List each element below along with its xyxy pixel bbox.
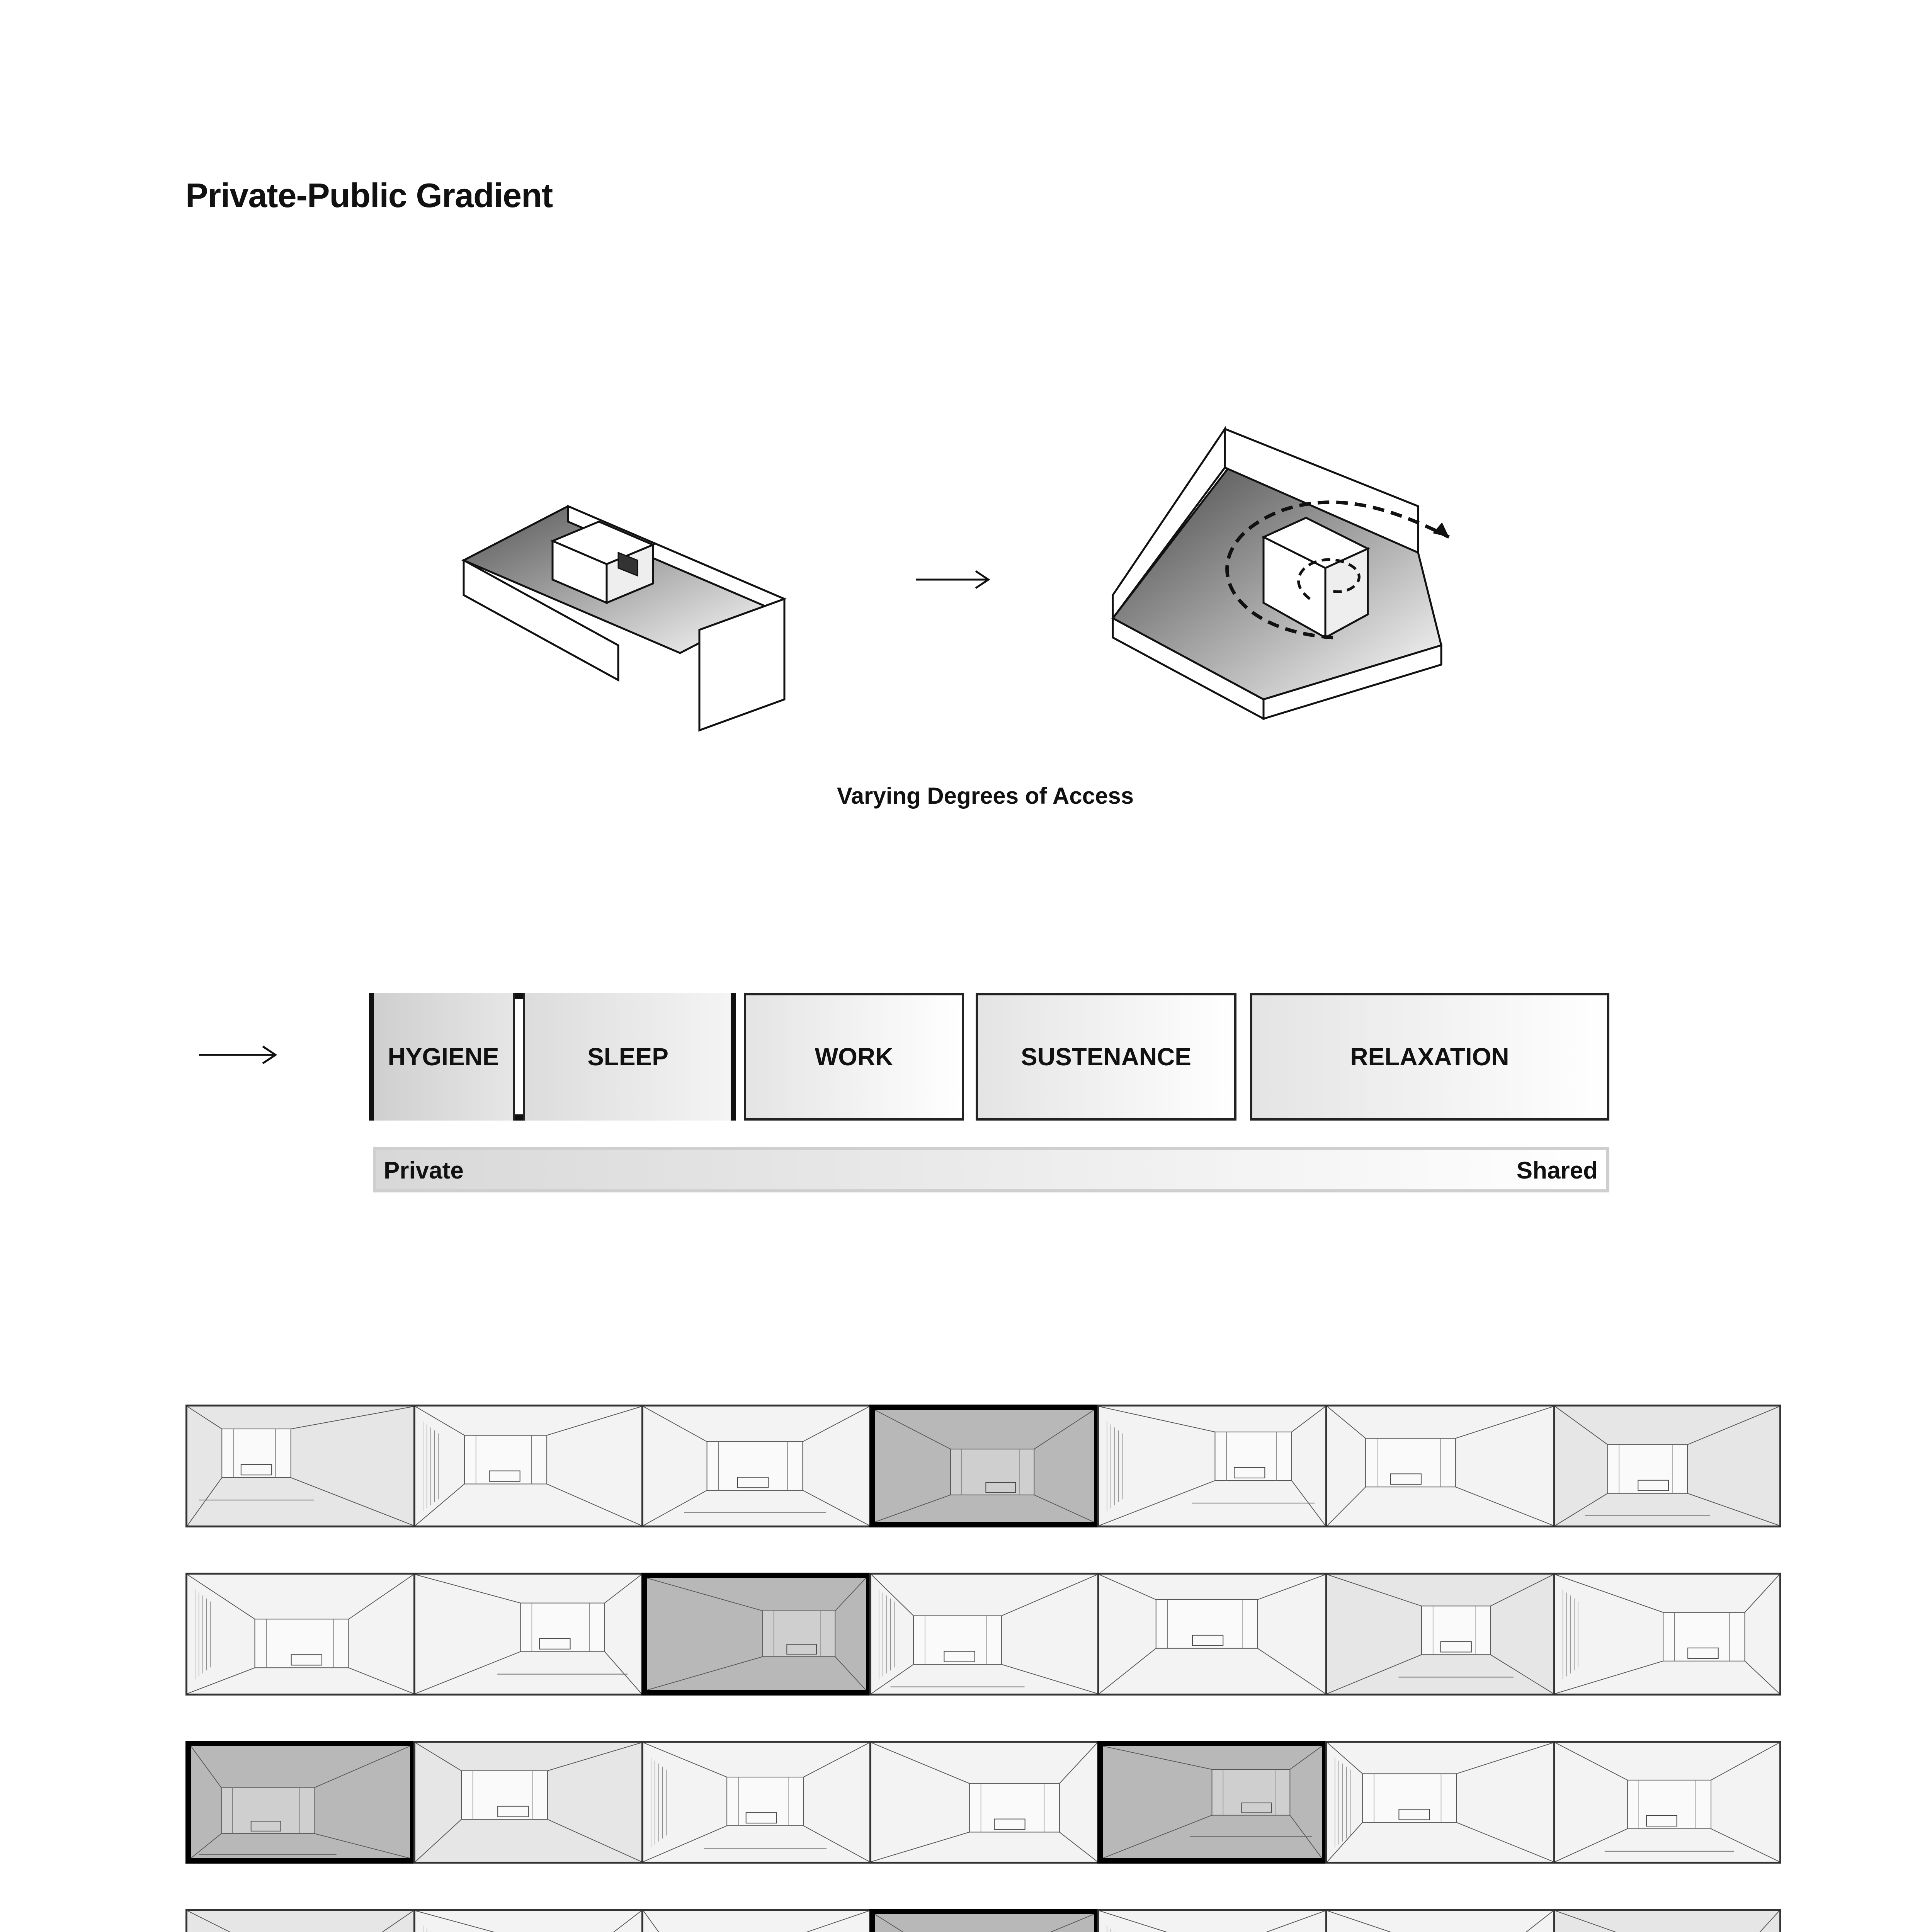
- right-arrow-icon: [916, 568, 993, 591]
- zone-hygiene-label: HYGIENE: [388, 1043, 499, 1071]
- perspective-view-frame: [869, 1741, 1099, 1864]
- zone-sustenance-label: SUSTENANCE: [1021, 1043, 1191, 1071]
- perspective-view-frame: [185, 1405, 415, 1527]
- sequence-row: [185, 1909, 1781, 1932]
- perspective-view-frame: [1553, 1909, 1781, 1932]
- perspective-view-frame: [1097, 1405, 1327, 1527]
- perspective-view-frame: [185, 1573, 415, 1696]
- right-arrow-icon: [199, 1043, 280, 1066]
- perspective-view-frame: [413, 1741, 643, 1864]
- perspective-view-frame: [413, 1405, 643, 1527]
- perspective-view-frame: [1097, 1909, 1327, 1932]
- perspective-view-frame: [185, 1909, 415, 1932]
- perspective-view-frame: [1553, 1405, 1781, 1527]
- page-title: Private-Public Gradient: [185, 176, 553, 214]
- perspective-view-frame: [641, 1573, 871, 1696]
- scale-shared-label: Shared: [1516, 1157, 1598, 1184]
- zone-hygiene: [374, 993, 515, 1121]
- perspective-view-frame: [1325, 1909, 1555, 1932]
- zone-sustenance: [976, 993, 1236, 1121]
- zone-work-label: WORK: [815, 1043, 893, 1071]
- perspective-view-frame: [1325, 1405, 1555, 1527]
- privacy-scale-bar: [373, 1147, 1609, 1192]
- zone-sleep-label: SLEEP: [587, 1043, 668, 1071]
- zone-work: [744, 993, 964, 1121]
- sequence-row: [185, 1573, 1781, 1696]
- axonometric-diagram-open: [1101, 421, 1488, 761]
- perspective-view-frame: [1097, 1741, 1327, 1864]
- perspective-view-frame: [1325, 1573, 1555, 1696]
- perspective-view-frame: [641, 1741, 871, 1864]
- access-caption: Varying Degrees of Access: [837, 783, 1134, 809]
- perspective-view-frame: [413, 1909, 643, 1932]
- zone-relaxation-label: RELAXATION: [1350, 1043, 1509, 1071]
- perspective-view-frame: [1097, 1573, 1327, 1696]
- zone-relaxation: [1250, 993, 1609, 1121]
- sequence-row: [185, 1405, 1781, 1527]
- perspective-view-frame: [185, 1741, 415, 1864]
- axonometric-diagram-enclosed: [444, 444, 831, 746]
- scale-private-label: Private: [384, 1157, 464, 1184]
- perspective-view-frame: [1553, 1741, 1781, 1864]
- perspective-view-frame: [641, 1909, 871, 1932]
- perspective-view-frame: [869, 1573, 1099, 1696]
- perspective-view-frame: [1553, 1573, 1781, 1696]
- perspective-view-frame: [641, 1405, 871, 1527]
- zone-sleep: [523, 993, 731, 1121]
- perspective-view-frame: [869, 1405, 1099, 1527]
- perspective-view-frame: [869, 1909, 1099, 1932]
- perspective-view-frame: [413, 1573, 643, 1696]
- perspective-view-frame: [1325, 1741, 1555, 1864]
- sequence-row: [185, 1741, 1781, 1864]
